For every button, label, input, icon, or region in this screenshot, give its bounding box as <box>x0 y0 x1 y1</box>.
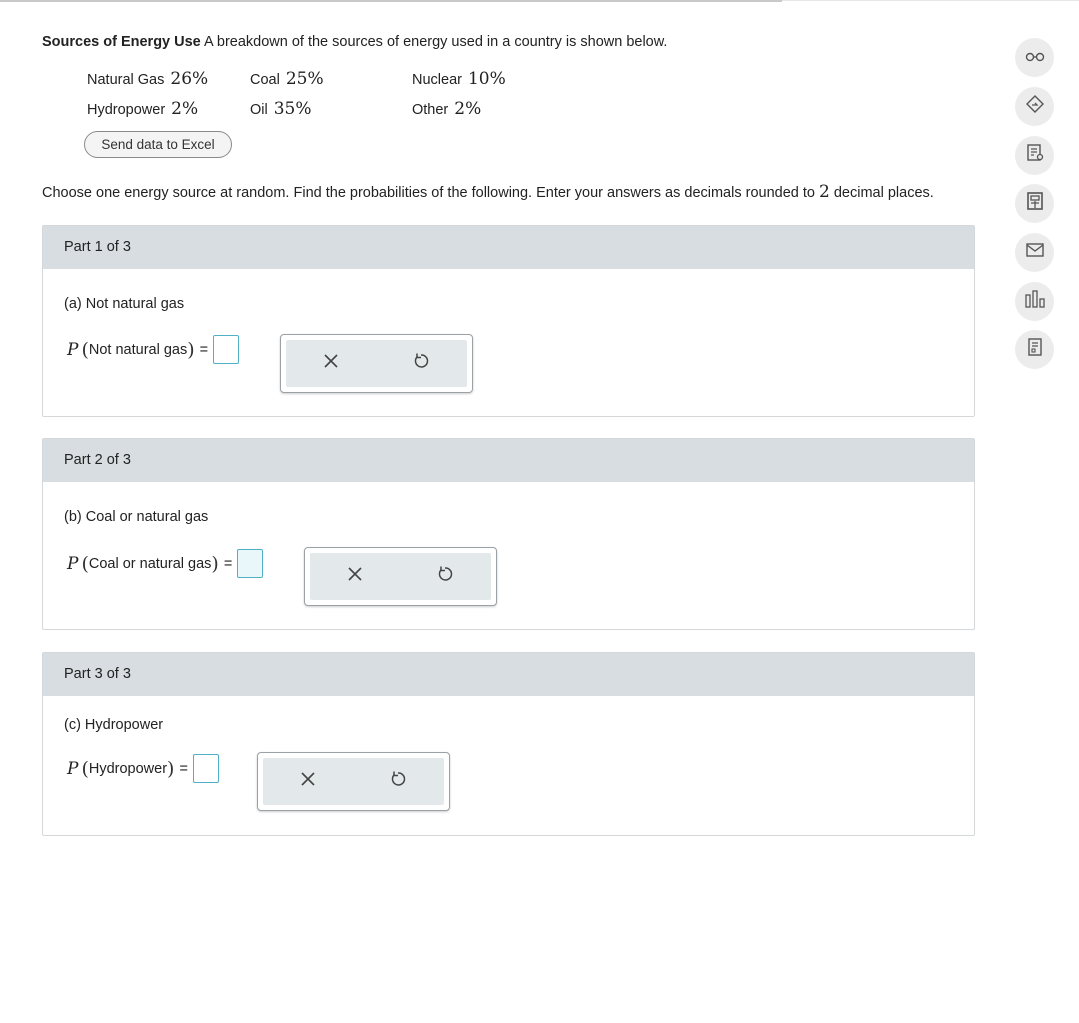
problem-description: A breakdown of the sources of energy used in a country is shown below. <box>200 34 668 50</box>
tag-button[interactable] <box>1015 87 1054 126</box>
close-icon <box>347 566 363 587</box>
event-label: Hydropower <box>88 760 168 777</box>
close-icon <box>300 771 316 792</box>
answer-tools <box>304 547 497 606</box>
calculator-button[interactable] <box>1015 184 1054 223</box>
part-header: Part 2 of 3 <box>43 439 974 482</box>
undo-button[interactable] <box>400 553 490 600</box>
undo-icon <box>389 770 407 793</box>
chart-button[interactable] <box>1015 282 1054 321</box>
mail-button[interactable] <box>1015 233 1054 272</box>
question-label: (a) Not natural gas <box>64 296 185 312</box>
question-label: (c) Hydropower <box>64 717 164 733</box>
question-label: (b) Coal or natural gas <box>64 509 209 525</box>
clear-button[interactable] <box>263 758 353 805</box>
part-header: Part 1 of 3 <box>43 226 974 269</box>
glasses-button[interactable] <box>1015 38 1054 77</box>
answer-tools <box>257 752 450 811</box>
energy-item: Nuclear 10% <box>412 69 506 89</box>
problem-intro <box>42 33 667 51</box>
calculator-icon <box>1025 191 1045 216</box>
part-1-panel <box>42 225 975 417</box>
mail-icon <box>1025 242 1045 263</box>
answer-tools <box>280 334 473 393</box>
energy-item: Hydropower 2% <box>87 99 199 119</box>
instructions: Choose one energy source at random. Find the probabilities of the following. Enter your answers as decimals rounded to 2 decimal places. <box>42 182 934 202</box>
energy-item: Oil 35% <box>250 99 312 119</box>
tag-icon <box>1025 94 1045 119</box>
answer-input[interactable] <box>193 754 219 783</box>
part-3-panel <box>42 652 975 836</box>
chart-icon <box>1024 289 1046 314</box>
send-to-excel-button[interactable]: Send data to Excel <box>84 131 232 158</box>
progress-line <box>0 0 782 2</box>
event-label: Not natural gas <box>88 341 188 358</box>
energy-item: Coal 25% <box>250 69 324 89</box>
part-2-panel <box>42 438 975 630</box>
part-header: Part 3 of 3 <box>43 653 974 696</box>
probability-equation: P ( Not natural gas ) = <box>67 335 239 364</box>
divider <box>782 0 1079 1</box>
energy-item: Other 2% <box>412 99 482 119</box>
undo-button[interactable] <box>353 758 443 805</box>
undo-button[interactable] <box>376 340 466 387</box>
notes-button[interactable] <box>1015 136 1054 175</box>
event-label: Coal or natural gas <box>88 555 212 572</box>
undo-icon <box>436 565 454 588</box>
undo-icon <box>412 352 430 375</box>
probability-equation: P ( Coal or natural gas ) = <box>67 549 263 578</box>
notes-icon <box>1025 143 1045 168</box>
receipt-icon <box>1025 337 1045 362</box>
problem-title: Sources of Energy Use <box>42 34 201 50</box>
clear-button[interactable] <box>310 553 400 600</box>
probability-equation: P ( Hydropower ) = <box>67 754 219 783</box>
answer-input[interactable] <box>213 335 239 364</box>
energy-item: Natural Gas 26% <box>87 69 209 89</box>
close-icon <box>323 353 339 374</box>
answer-input[interactable] <box>237 549 263 578</box>
clear-button[interactable] <box>286 340 376 387</box>
glasses-icon <box>1025 49 1045 67</box>
receipt-button[interactable] <box>1015 330 1054 369</box>
energy-data-table <box>87 67 547 127</box>
